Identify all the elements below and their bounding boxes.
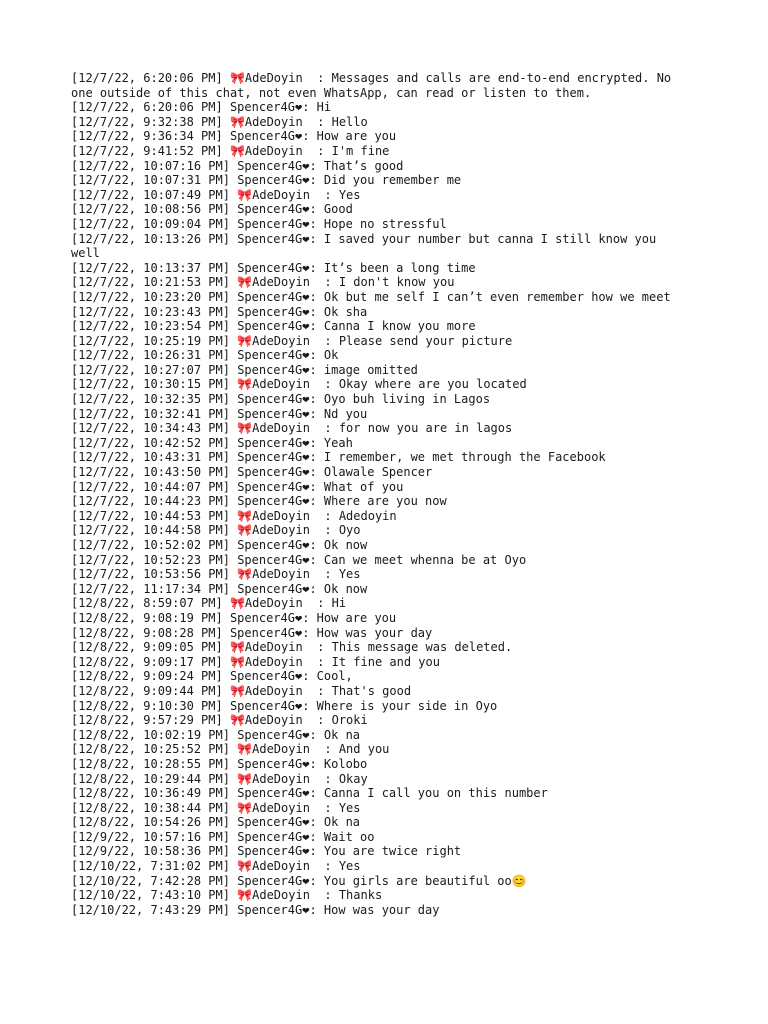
sender-separator: : <box>324 523 339 538</box>
message-sender: 🎀AdeDoyin <box>237 771 325 786</box>
chat-message <box>71 115 691 130</box>
chat-message <box>71 742 691 757</box>
sender-separator: : <box>317 654 332 669</box>
chat-message <box>71 217 691 232</box>
message-sender: Spencer4G❤ <box>229 625 303 640</box>
message-sender: Spencer4G❤ <box>237 829 310 844</box>
sender-separator: : <box>324 742 339 757</box>
message-timestamp: [12/7/22, 10:23:54 PM] <box>71 319 230 334</box>
sender-separator: : <box>324 275 339 290</box>
message-timestamp: [12/7/22, 10:44:53 PM] <box>71 508 230 523</box>
chat-message <box>71 275 691 290</box>
message-sender: Spencer4G❤ <box>237 815 310 830</box>
chat-message <box>71 202 691 217</box>
sender-separator: : <box>309 829 324 844</box>
message-text: How are you <box>316 129 397 144</box>
chat-message <box>71 436 691 451</box>
message-timestamp: [12/7/22, 10:08:56 PM] <box>71 202 230 217</box>
sender-separator: : <box>324 377 339 392</box>
message-sender: Spencer4G❤ <box>237 304 310 319</box>
message-text: Messages and calls are end-to-end encrypted. No one outside of this chat, not even WhatsApp, can read or listen to them. <box>71 71 679 100</box>
sender-separator: : <box>309 873 324 888</box>
chat-message <box>71 100 691 115</box>
message-sender: Spencer4G❤ <box>237 289 310 304</box>
message-sender: Spencer4G❤ <box>237 319 310 334</box>
message-sender: Spencer4G❤ <box>229 610 303 625</box>
message-sender: 🎀AdeDoyin <box>229 143 318 158</box>
message-timestamp: [12/8/22, 10:38:44 PM] <box>71 800 230 815</box>
message-sender: Spencer4G❤ <box>237 727 310 742</box>
sender-separator: : <box>324 333 339 348</box>
message-text: Good <box>323 202 353 217</box>
message-text: image omitted <box>323 362 418 377</box>
sender-separator: : <box>317 143 332 158</box>
chat-message <box>71 363 691 378</box>
message-sender: Spencer4G❤ <box>229 669 303 684</box>
message-timestamp: [12/7/22, 10:30:15 PM] <box>71 377 230 392</box>
message-sender: 🎀AdeDoyin <box>237 421 325 436</box>
message-sender: Spencer4G❤ <box>237 406 310 421</box>
sender-separator: : <box>309 173 324 188</box>
message-timestamp: [12/7/22, 10:42:52 PM] <box>71 435 230 450</box>
sender-separator: : <box>324 187 339 202</box>
message-timestamp: [12/7/22, 10:23:20 PM] <box>71 289 230 304</box>
message-text: Oyo buh living in Lagos <box>323 392 491 407</box>
message-timestamp: [12/8/22, 10:29:44 PM] <box>71 771 230 786</box>
message-timestamp: [12/7/22, 10:07:16 PM] <box>71 158 230 173</box>
message-text: Thanks <box>338 888 383 903</box>
chat-message <box>71 465 691 480</box>
message-text: Hi <box>316 100 332 115</box>
sender-separator: : <box>309 435 324 450</box>
message-sender: Spencer4G❤ <box>237 538 310 552</box>
message-timestamp: [12/7/22, 10:07:31 PM] <box>71 173 230 188</box>
message-text: Ok but me self I can’t even remember how we meet <box>323 289 671 304</box>
message-text: That's good <box>331 683 412 698</box>
chat-message <box>71 129 691 144</box>
message-sender: 🎀AdeDoyin <box>237 508 325 523</box>
message-sender: Spencer4G❤ <box>237 786 310 801</box>
sender-separator: : <box>309 450 324 465</box>
chat-message <box>71 844 691 859</box>
message-text: I remember, we met through the Facebook <box>323 450 606 465</box>
message-text: Yeah <box>323 435 353 450</box>
chat-message <box>71 159 691 174</box>
message-sender: Spencer4G❤ <box>237 465 310 480</box>
message-text: Ok <box>323 348 339 363</box>
message-timestamp: [12/8/22, 8:59:07 PM] <box>71 596 223 611</box>
message-timestamp: [12/7/22, 11:17:34 PM] <box>71 581 230 596</box>
message-text: I saved your number but canna I still know you well <box>71 231 664 261</box>
chat-message <box>71 494 691 509</box>
sender-separator: : <box>309 494 324 509</box>
chat-message <box>71 713 691 728</box>
message-text: I don't know you <box>338 275 455 290</box>
message-timestamp: [12/7/22, 6:20:06 PM] <box>71 71 223 85</box>
message-sender: 🎀AdeDoyin <box>237 275 325 290</box>
sender-separator: : <box>317 71 332 85</box>
message-sender: 🎀AdeDoyin <box>229 114 318 129</box>
message-timestamp: [12/7/22, 9:36:34 PM] <box>71 129 223 144</box>
message-sender: Spencer4G❤ <box>237 392 310 407</box>
sender-separator: : <box>302 625 317 640</box>
sender-separator: : <box>309 319 324 334</box>
sender-separator: : <box>317 640 332 655</box>
message-text: Canna I know you more <box>323 319 476 334</box>
message-sender: Spencer4G❤ <box>237 435 310 450</box>
message-timestamp: [12/7/22, 10:43:31 PM] <box>71 450 230 465</box>
message-timestamp: [12/7/22, 10:32:35 PM] <box>71 392 230 407</box>
message-text: Yes <box>338 800 361 815</box>
sender-separator: : <box>309 902 324 917</box>
message-timestamp: [12/7/22, 10:23:43 PM] <box>71 304 230 319</box>
message-text: Canna I call you on this number <box>323 786 548 801</box>
message-timestamp: [12/9/22, 10:57:16 PM] <box>71 829 230 844</box>
chat-message <box>71 859 691 874</box>
message-timestamp: [12/7/22, 10:44:23 PM] <box>71 494 230 509</box>
sender-separator: : <box>302 669 317 684</box>
message-sender: Spencer4G❤ <box>237 216 310 231</box>
message-text: That’s good <box>323 158 404 173</box>
chat-message <box>71 290 691 305</box>
sender-separator: : <box>309 216 324 231</box>
sender-separator: : <box>324 771 339 786</box>
chat-message <box>71 815 691 830</box>
message-text: How was your day <box>316 625 433 640</box>
message-timestamp: [12/8/22, 10:28:55 PM] <box>71 756 230 771</box>
message-sender: Spencer4G❤ <box>237 581 310 596</box>
message-sender: 🎀AdeDoyin <box>237 888 325 903</box>
message-timestamp: [12/10/22, 7:42:28 PM] <box>71 873 230 888</box>
chat-message <box>71 786 691 801</box>
chat-message <box>71 538 691 553</box>
message-text: Yes <box>338 859 361 874</box>
message-sender: Spencer4G❤ <box>237 202 310 217</box>
sender-separator: : <box>309 465 324 480</box>
message-text: Okay <box>338 771 368 786</box>
message-text: How are you <box>316 610 397 625</box>
message-sender: Spencer4G❤ <box>237 348 310 363</box>
message-text: Yes <box>338 187 361 202</box>
message-sender: 🎀AdeDoyin <box>229 654 318 669</box>
message-timestamp: [12/8/22, 9:09:17 PM] <box>71 654 223 669</box>
sender-separator: : <box>324 800 339 815</box>
message-timestamp: [12/7/22, 10:53:56 PM] <box>71 567 230 582</box>
chat-message <box>71 509 691 524</box>
sender-separator: : <box>309 231 324 246</box>
chat-message <box>71 144 691 159</box>
message-timestamp: [12/7/22, 10:52:02 PM] <box>71 538 230 552</box>
message-timestamp: [12/10/22, 7:31:02 PM] <box>71 859 230 874</box>
chat-message <box>71 888 691 903</box>
sender-separator: : <box>324 421 339 436</box>
chat-message <box>71 319 691 334</box>
chat-message <box>71 392 691 407</box>
message-timestamp: [12/8/22, 9:10:30 PM] <box>71 698 223 713</box>
message-text: Kolobo <box>323 756 368 771</box>
message-timestamp: [12/8/22, 10:02:19 PM] <box>71 727 230 742</box>
message-timestamp: [12/8/22, 9:09:44 PM] <box>71 683 223 698</box>
message-sender: 🎀AdeDoyin <box>237 523 325 538</box>
message-text: Please send your picture <box>338 333 513 348</box>
message-timestamp: [12/7/22, 10:44:58 PM] <box>71 523 230 538</box>
message-text: Adedoyin <box>338 508 397 523</box>
sender-separator: : <box>309 362 324 377</box>
chat-message <box>71 640 691 655</box>
message-text: It fine and you <box>331 654 440 669</box>
message-sender: 🎀AdeDoyin <box>237 567 325 582</box>
sender-separator: : <box>309 727 324 742</box>
message-sender: Spencer4G❤ <box>237 756 310 771</box>
message-sender: Spencer4G❤ <box>237 173 310 188</box>
message-text: How was your day <box>323 902 440 917</box>
message-sender: Spencer4G❤ <box>237 902 310 917</box>
sender-separator: : <box>302 129 317 144</box>
message-timestamp: [12/8/22, 10:54:26 PM] <box>71 815 230 830</box>
sender-separator: : <box>309 756 324 771</box>
message-text: Olawale Spencer <box>323 465 433 480</box>
message-timestamp: [12/8/22, 10:25:52 PM] <box>71 742 230 757</box>
message-sender: Spencer4G❤ <box>237 450 310 465</box>
message-sender: 🎀AdeDoyin <box>229 640 318 655</box>
message-text: I'm fine <box>331 143 390 158</box>
sender-separator: : <box>309 786 324 801</box>
message-sender: 🎀AdeDoyin <box>237 187 325 202</box>
message-sender: 🎀AdeDoyin <box>229 596 318 611</box>
message-text: Oroki <box>331 713 368 728</box>
message-text: Where is your side in Oyo <box>316 698 498 713</box>
message-text: It’s been a long time <box>323 260 476 275</box>
sender-separator: : <box>309 538 324 552</box>
message-sender: Spencer4G❤ <box>237 873 310 888</box>
sender-separator: : <box>309 581 324 596</box>
message-sender: 🎀AdeDoyin <box>237 742 325 757</box>
sender-separator: : <box>309 552 324 567</box>
sender-separator: : <box>309 392 324 407</box>
sender-separator: : <box>302 100 317 115</box>
chat-message <box>71 699 691 714</box>
message-timestamp: [12/9/22, 10:58:36 PM] <box>71 844 230 859</box>
message-timestamp: [12/8/22, 9:08:28 PM] <box>71 625 223 640</box>
message-text: Ok na <box>323 727 361 742</box>
message-sender: Spencer4G❤ <box>237 479 310 494</box>
message-sender: 🎀AdeDoyin <box>237 800 325 815</box>
chat-message <box>71 728 691 743</box>
chat-message <box>71 903 691 918</box>
message-sender: 🎀AdeDoyin <box>229 71 318 85</box>
message-text: Ok sha <box>323 304 368 319</box>
sender-separator: : <box>309 479 324 494</box>
message-sender: Spencer4G❤ <box>237 260 310 275</box>
message-timestamp: [12/7/22, 10:07:49 PM] <box>71 187 230 202</box>
message-timestamp: [12/8/22, 9:08:19 PM] <box>71 610 223 625</box>
message-timestamp: [12/10/22, 7:43:29 PM] <box>71 902 230 917</box>
message-text: Where are you now <box>323 494 447 509</box>
message-timestamp: [12/7/22, 10:26:31 PM] <box>71 348 230 363</box>
sender-separator: : <box>317 114 332 129</box>
message-sender: Spencer4G❤ <box>237 844 310 859</box>
sender-separator: : <box>309 844 324 859</box>
chat-message <box>71 523 691 538</box>
chat-message <box>71 684 691 699</box>
sender-separator: : <box>309 202 324 217</box>
message-timestamp: [12/7/22, 10:13:26 PM] <box>71 231 230 246</box>
message-text: Cool, <box>316 669 353 684</box>
message-sender: 🎀AdeDoyin <box>237 333 325 348</box>
message-text: You are twice right <box>323 844 462 859</box>
message-timestamp: [12/8/22, 9:09:24 PM] <box>71 669 223 684</box>
sender-separator: : <box>317 596 332 611</box>
message-timestamp: [12/7/22, 10:43:50 PM] <box>71 465 230 480</box>
message-timestamp: [12/8/22, 10:36:49 PM] <box>71 786 230 801</box>
sender-separator: : <box>324 567 339 582</box>
message-text: for now you are in lagos <box>338 421 513 436</box>
chat-message <box>71 305 691 320</box>
sender-separator: : <box>309 289 324 304</box>
sender-separator: : <box>317 683 332 698</box>
message-text: What of you <box>323 479 404 494</box>
message-sender: 🎀AdeDoyin <box>237 859 325 874</box>
chat-message <box>71 450 691 465</box>
chat-message <box>71 334 691 349</box>
sender-separator: : <box>324 859 339 874</box>
message-text: Nd you <box>323 406 368 421</box>
message-text: Hello <box>331 114 368 129</box>
message-text: Wait oo <box>323 829 375 844</box>
sender-separator: : <box>309 158 324 173</box>
message-text: Did you remember me <box>323 173 462 188</box>
message-text: And you <box>338 742 390 757</box>
chat-message <box>71 772 691 787</box>
chat-message <box>71 655 691 670</box>
message-timestamp: [12/7/22, 10:21:53 PM] <box>71 275 230 290</box>
message-sender: Spencer4G❤ <box>237 158 310 173</box>
message-timestamp: [12/7/22, 10:09:04 PM] <box>71 216 230 231</box>
message-text: Oyo <box>338 523 361 538</box>
message-timestamp: [12/8/22, 9:09:05 PM] <box>71 640 223 655</box>
message-timestamp: [12/7/22, 9:41:52 PM] <box>71 143 223 158</box>
message-timestamp: [12/10/22, 7:43:10 PM] <box>71 888 230 903</box>
message-sender: Spencer4G❤ <box>229 129 303 144</box>
sender-separator: : <box>309 260 324 275</box>
message-sender: 🎀AdeDoyin <box>237 377 325 392</box>
message-text: Ok now <box>323 581 368 596</box>
message-timestamp: [12/7/22, 10:34:43 PM] <box>71 421 230 436</box>
sender-separator: : <box>309 815 324 830</box>
message-text: Yes <box>338 567 361 582</box>
chat-message <box>71 801 691 816</box>
message-text: This message was deleted. <box>331 640 513 655</box>
chat-message <box>71 553 691 568</box>
chat-message <box>71 188 691 203</box>
chat-message <box>71 830 691 845</box>
message-sender: Spencer4G❤ <box>237 494 310 509</box>
message-timestamp: [12/7/22, 10:13:37 PM] <box>71 260 230 275</box>
chat-message <box>71 407 691 422</box>
sender-separator: : <box>324 888 339 903</box>
sender-separator: : <box>302 610 317 625</box>
chat-message <box>71 626 691 641</box>
message-sender: Spencer4G❤ <box>229 698 303 713</box>
chat-message <box>71 582 691 597</box>
sender-separator: : <box>302 698 317 713</box>
chat-message <box>71 421 691 436</box>
chat-message <box>71 377 691 392</box>
sender-separator: : <box>324 508 339 523</box>
sender-separator: : <box>309 348 324 363</box>
message-text: Ok na <box>323 815 361 830</box>
chat-message <box>71 232 691 261</box>
message-text: Hi <box>331 596 347 611</box>
message-timestamp: [12/7/22, 10:27:07 PM] <box>71 362 230 377</box>
chat-message <box>71 480 691 495</box>
message-timestamp: [12/7/22, 10:44:07 PM] <box>71 479 230 494</box>
message-text: Can we meet whenna be at Oyo <box>323 552 527 567</box>
chat-message <box>71 757 691 772</box>
message-sender: Spencer4G❤ <box>237 362 310 377</box>
chat-message <box>71 261 691 276</box>
message-text: You girls are beautiful oo😊 <box>323 873 527 888</box>
message-timestamp: [12/7/22, 10:25:19 PM] <box>71 333 230 348</box>
message-sender: Spencer4G❤ <box>237 231 310 246</box>
chat-message <box>71 348 691 363</box>
chat-message <box>71 611 691 626</box>
chat-transcript <box>71 71 691 917</box>
message-sender: Spencer4G❤ <box>229 100 303 115</box>
message-text: Ok now <box>323 538 368 552</box>
chat-message <box>71 874 691 889</box>
message-timestamp: [12/7/22, 6:20:06 PM] <box>71 100 223 115</box>
sender-separator: : <box>317 713 332 728</box>
chat-message <box>71 173 691 188</box>
message-sender: 🎀AdeDoyin <box>229 683 318 698</box>
message-timestamp: [12/8/22, 9:57:29 PM] <box>71 713 223 728</box>
message-text: Okay where are you located <box>338 377 527 392</box>
chat-message <box>71 596 691 611</box>
message-text: Hope no stressful <box>323 216 447 231</box>
sender-separator: : <box>309 406 324 421</box>
message-timestamp: [12/7/22, 10:52:23 PM] <box>71 552 230 567</box>
chat-message <box>71 669 691 684</box>
message-sender: Spencer4G❤ <box>237 552 310 567</box>
chat-message <box>71 567 691 582</box>
chat-message <box>71 71 691 100</box>
message-sender: 🎀AdeDoyin <box>229 713 318 728</box>
sender-separator: : <box>309 304 324 319</box>
message-timestamp: [12/7/22, 10:32:41 PM] <box>71 406 230 421</box>
message-timestamp: [12/7/22, 9:32:38 PM] <box>71 114 223 129</box>
